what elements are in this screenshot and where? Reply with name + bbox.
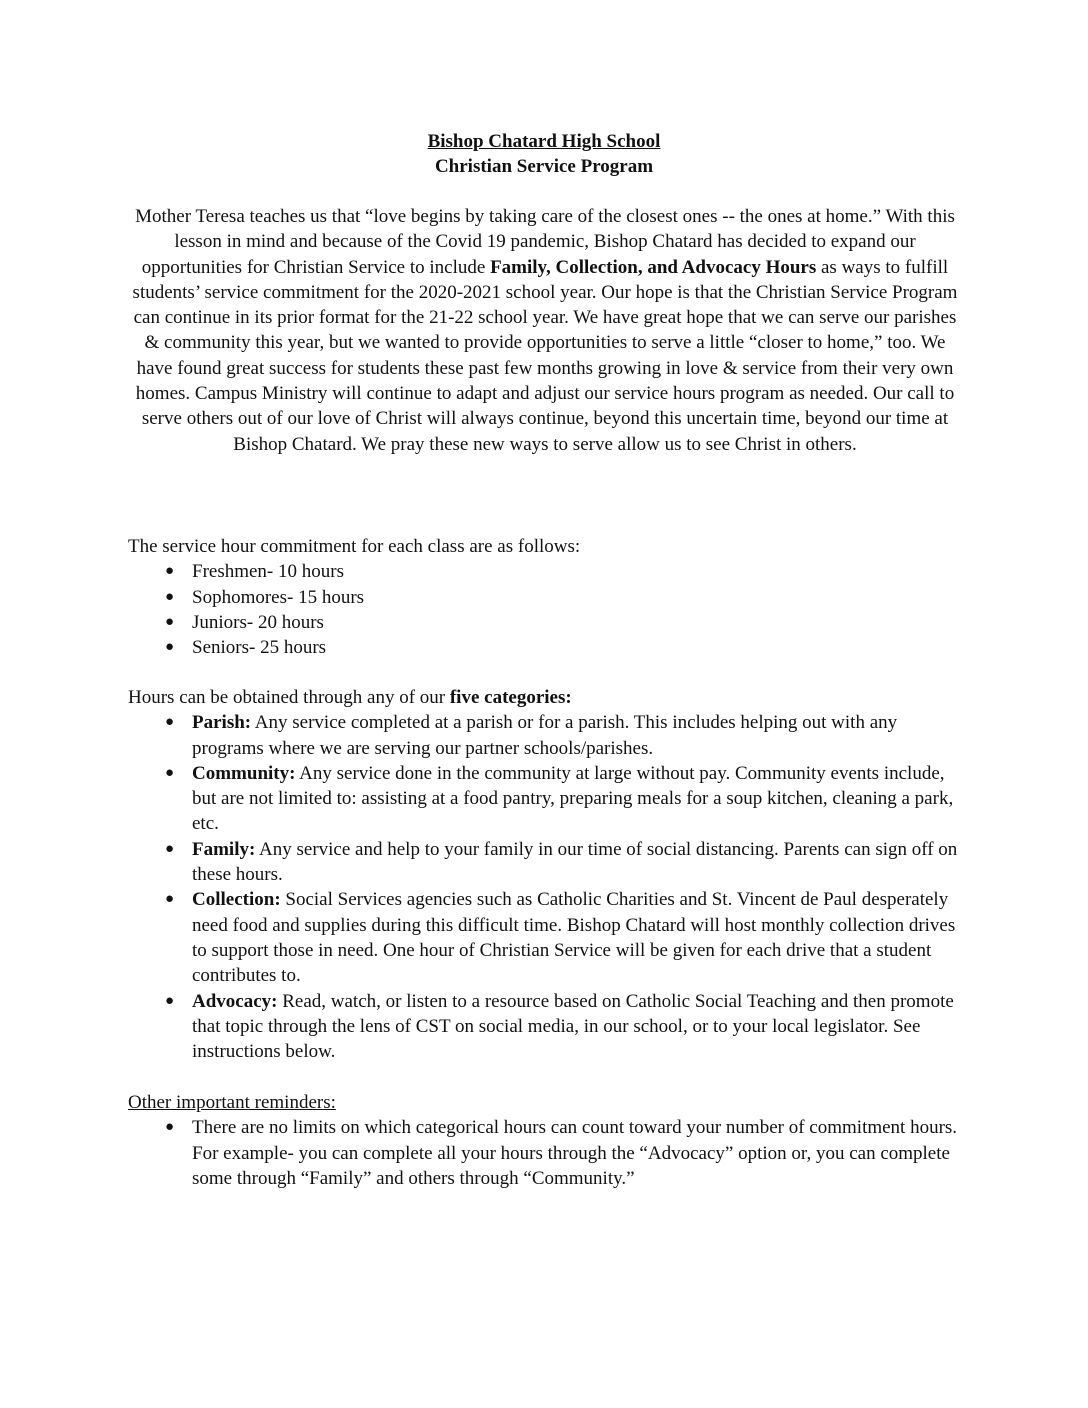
category-text: Any service and help to your family in our time of social distancing. Parents can sign off on these hours.	[192, 838, 958, 886]
bullet-icon: ●	[165, 891, 175, 908]
bullet-icon: ●	[165, 588, 175, 605]
bullet-icon: ●	[165, 764, 175, 781]
commitment-heading: The service hour commitment for each class are as follows:	[128, 536, 581, 557]
bullet-icon: ●	[165, 639, 175, 656]
commitment-freshmen: Freshmen- 10 hours	[192, 561, 344, 583]
category-community	[128, 761, 968, 837]
bullet-icon: ●	[165, 563, 175, 580]
document-title	[0, 129, 1088, 179]
categories-heading-text: Hours can be obtained through any of our	[128, 687, 450, 708]
category-label: Advocacy:	[192, 990, 278, 1012]
categories-section	[128, 685, 968, 1064]
intro-bold: Family, Collection, and Advocacy Hours	[490, 256, 817, 278]
reminders-list	[128, 1115, 968, 1191]
commitment-section	[128, 534, 968, 660]
reminders-section	[128, 1090, 968, 1191]
intro-text-1: Mother Teresa teaches us that “love begins by taking care of the closest ones -- the ones at home.” With this lesson in mind and because of the Covid 19 pandemic, Bishop Chatard has decided to expand our opportunities for Christian Service to include	[135, 206, 955, 278]
program-name: Christian Service Program	[434, 156, 654, 177]
intro-text-2: as ways to fulfill students’ service commitment for the 2020-2021 school year. Our hope is that the Christian Service Program can continue in its prior format for the 21-22 school year. We have great hope that we can serve our parishes & community this year, but we wanted to provide opportunities to serve a little “closer to home,” too. We have found great success for students these past few months growing in love & service from their very own homes. Campus Ministry will continue to adapt and adjust our service hours program as needed. Our call to serve others out of our love of Christ will always continue, beyond this uncertain time, beyond our time at Bishop Chatard. We pray these new ways to serve allow us to see Christ in others.	[132, 256, 958, 455]
category-text: Any service completed at a parish or for a parish. This includes helping out with any programs where we are serving our partner schools/parishes.	[192, 712, 898, 759]
list-item	[128, 559, 968, 584]
category-advocacy	[128, 989, 968, 1065]
commitment-seniors: Seniors- 25 hours	[192, 637, 327, 659]
category-family	[128, 837, 968, 888]
category-text: Read, watch, or listen to a resource based on Catholic Social Teaching and then promote that topic through the lens of CST on social media, in our school, or to your local legislator. See instructions below.	[192, 990, 954, 1063]
category-collection	[128, 887, 968, 988]
category-label: Family:	[192, 838, 256, 860]
reminders-heading: Other important reminders:	[128, 1092, 336, 1113]
categories-heading	[128, 685, 968, 710]
intro-paragraph	[126, 204, 964, 457]
list-item	[128, 610, 968, 635]
category-text: Social Services agencies such as Catholic Charities and St. Vincent de Paul desperately need food and supplies during this difficult time. Bishop Chatard will host monthly collection drives to support those in need. One hour of Christian Service will be given for each drive that a student contributes to.	[192, 889, 956, 987]
category-label: Parish:	[192, 712, 252, 734]
bullet-icon: ●	[165, 613, 175, 630]
bullet-icon: ●	[165, 840, 175, 857]
categories-list	[128, 710, 968, 1064]
bullet-icon: ●	[165, 992, 175, 1009]
category-text: Any service done in the community at large without pay. Community events include, but are not limited to: assisting at a food pantry, preparing meals for a soup kitchen, cleaning a park, etc.	[192, 762, 954, 835]
category-label: Community:	[192, 762, 296, 784]
bullet-icon: ●	[165, 714, 175, 731]
categories-heading-bold: five categories:	[449, 687, 572, 708]
list-item	[128, 635, 968, 660]
list-item	[128, 1115, 968, 1191]
category-label: Collection:	[192, 889, 281, 911]
commitment-juniors: Juniors- 20 hours	[192, 611, 324, 633]
commitment-sophomores: Sophomores- 15 hours	[192, 586, 365, 608]
reminder-text: There are no limits on which categorical hours can count toward your number of commitment hours. For example- you can complete all your hours through the “Advocacy” option or, you can complete some through “Family” and others through “Community.”	[192, 1117, 958, 1189]
commitment-list	[128, 559, 968, 660]
school-name: Bishop Chatard High School	[427, 131, 661, 152]
list-item	[128, 585, 968, 610]
bullet-icon: ●	[165, 1119, 175, 1136]
category-parish	[128, 710, 968, 761]
